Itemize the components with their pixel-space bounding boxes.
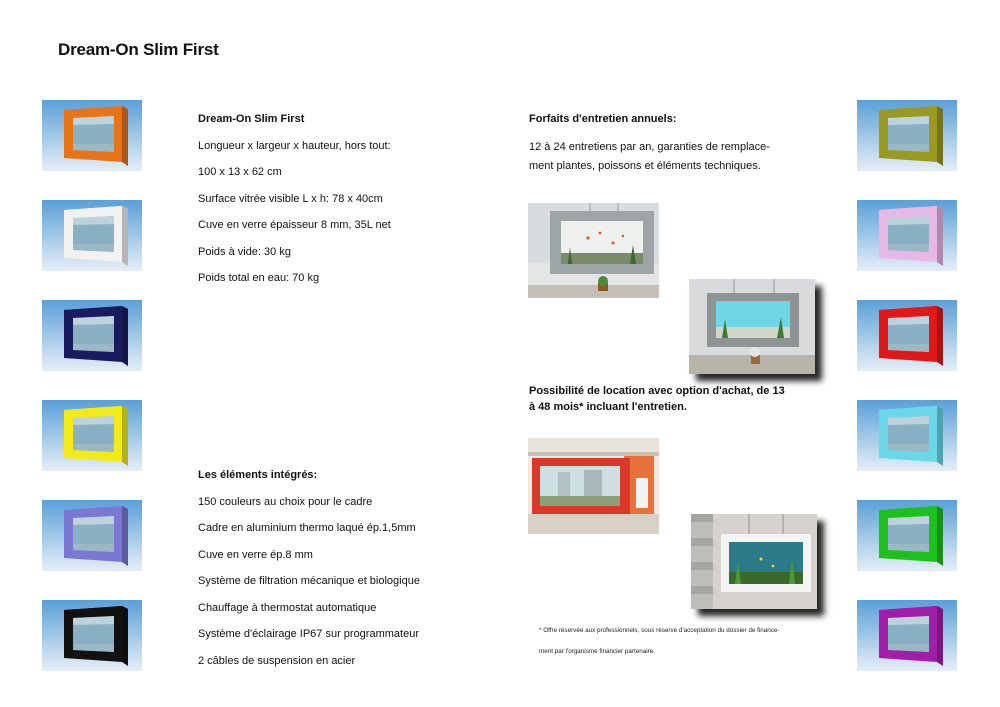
elements-line: Système de filtration mécanique et biologique (198, 575, 420, 587)
maintenance-heading: Forfaits d'entretien annuels: (529, 113, 677, 125)
color-swatch-pink (857, 200, 957, 271)
rental-heading-line: Possibilité de location avec option d'achat, de 13 (529, 385, 785, 397)
elements-heading: Les éléments intégrés: (198, 469, 318, 481)
elements-section (198, 462, 498, 674)
specs-line: Surface vitrée visible L x h: 78 x 40cm (198, 192, 383, 205)
color-swatch-olive (857, 100, 957, 171)
color-swatch-white (42, 200, 142, 271)
specs-line: Poids total en eau: 70 kg (198, 272, 320, 284)
color-swatch-green (857, 500, 957, 571)
color-swatch-yellow (42, 400, 142, 471)
specs-line: Longueur x largeur x hauteur, hors tout: (198, 139, 391, 152)
specs-section (198, 106, 478, 292)
rental-heading-line: à 48 mois* incluant l'entretien. (529, 401, 687, 413)
specs-heading: Dream-On Slim First (198, 113, 305, 125)
elements-line: 150 couleurs au choix pour le cadre (198, 495, 373, 508)
color-swatch-orange (42, 100, 142, 171)
elements-line: Cadre en aluminium thermo laqué ép.1,5mm (198, 522, 416, 534)
footnote (539, 620, 809, 662)
color-swatch-red (857, 300, 957, 371)
aquarium-photo-white-frame (691, 514, 817, 609)
footnote-line: * Offre réservée aux professionnels, sous réserve d'acceptation du dossier de finance- (539, 627, 780, 634)
footnote-line: ment par l'organisme financier partenaire. (539, 648, 656, 655)
elements-line: 2 câbles de suspension en acier (198, 654, 356, 667)
specs-line: Poids à vide: 30 kg (198, 245, 291, 258)
elements-line: Système d'éclairage IP67 sur programmateur (198, 628, 419, 640)
maintenance-section (529, 111, 799, 176)
specs-line: Cuve en verre épaisseur 8 mm, 35L net (198, 219, 391, 231)
maintenance-body-line: 12 à 24 entretiens par an, garanties de remplace- (529, 141, 770, 153)
page-title: Dream-On Slim First (58, 40, 219, 59)
rental-section (529, 383, 799, 415)
specs-line: 100 x 13 x 62 cm (198, 166, 282, 178)
aquarium-photo-silver-frame (689, 279, 815, 374)
color-swatch-purple (857, 600, 957, 671)
color-swatch-cyan (857, 400, 957, 471)
color-swatch-navy (42, 300, 142, 371)
elements-line: Chauffage à thermostat automatique (198, 601, 377, 614)
elements-line: Cuve en verre ép.8 mm (198, 548, 313, 561)
maintenance-body-line: ment plantes, poissons et éléments techniques. (529, 160, 761, 172)
color-swatch-black (42, 600, 142, 671)
color-swatch-lavender (42, 500, 142, 571)
maintenance-body (529, 138, 799, 176)
aquarium-photo-red-frame (528, 438, 659, 534)
aquarium-photo-grey-wall (528, 203, 659, 298)
